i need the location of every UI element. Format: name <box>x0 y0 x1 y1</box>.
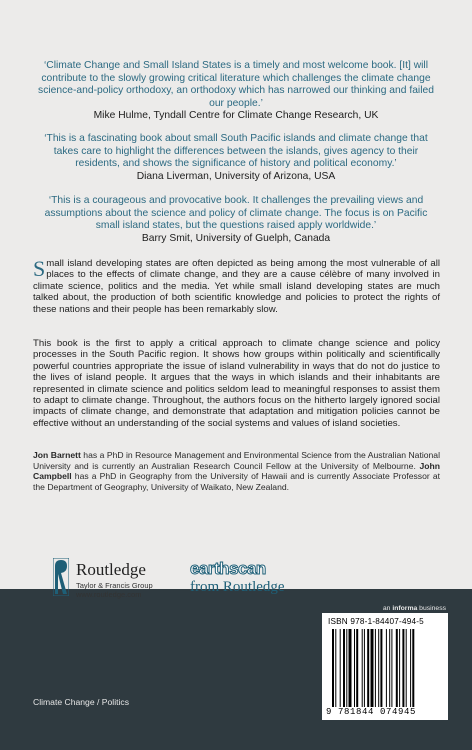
earthscan-wordmark: earthscan <box>190 559 266 578</box>
barcode-bar <box>364 629 365 707</box>
barcode-bar <box>346 629 347 707</box>
author-bio-2: has a PhD in Geography from the University of Hawaii and is currently Associate Professor at the Department of Geography, University of Waikato, New Zealand. <box>33 471 440 492</box>
quote-attribution: Barry Smit, University of Guelph, Canada <box>141 232 331 244</box>
barcode-bar <box>332 629 334 707</box>
quote-text: ‘This is a fascinating book about small South Pacific islands and climate change that takes care to highlight the differences between the islands, gives agency to their residents, and shows the significance of history and political economy.’ <box>44 133 428 170</box>
endorsement-quote-2 <box>38 133 434 183</box>
quote-attribution: Diana Liverman, University of Arizona, USA <box>136 170 336 182</box>
publisher-logos <box>0 548 472 598</box>
barcode-bar <box>371 629 374 707</box>
barcode-bar <box>362 629 363 707</box>
barcode-bar <box>349 629 352 707</box>
author-name-2: John Campbell <box>33 460 440 482</box>
barcode-bar <box>396 629 398 707</box>
barcode-bar <box>356 629 358 707</box>
barcode-bar <box>412 629 414 707</box>
routledge-logo-icon <box>53 558 69 596</box>
informa-business-label: an informa business <box>382 605 446 612</box>
barcode-bar <box>340 629 341 707</box>
author-bio-1: has a PhD in Resource Management and Environmental Science from the Australian National University and is currently an Australian Research Council Fellow at the University of Melbourne. <box>33 450 440 471</box>
barcode-bar <box>343 629 345 707</box>
quote-text: ‘Climate Change and Small Island States is a timely and most welcome book. [It] will contribute to the slowly growing critical literature which challenges the climate change science-and-policy orthodoxy, an orthodoxy which has narrowed our thinking and failed our people.’ <box>38 60 434 109</box>
quote-text: ‘This is a courageous and provocative book. It challenges the prevailing views and assumptions about the science and policy of climate change. The focus is on Pacific small island states, but the questions raised apply worldwide.’ <box>44 195 428 232</box>
barcode-bar <box>367 629 369 707</box>
subject-category: Climate Change / Politics <box>33 697 130 707</box>
description-paragraph-1 <box>33 258 440 315</box>
barcode-bar <box>402 629 404 707</box>
earthscan-logo <box>190 559 296 597</box>
barcode-bar <box>335 629 336 707</box>
barcode-icon <box>330 629 440 707</box>
paragraph-text: mall island developing states are often depicted as being among the most vulnerable of all places to the effects of climate change, and they are a cause célèbre of many involved in climate science, politics and the media. Yet while small island developing states are much talked about, the production of both scientific knowledge and policies to protect the rights of these nations and their people has been remarkably slow. <box>33 258 440 315</box>
barcode-bar <box>391 629 392 707</box>
drop-cap: S <box>33 256 46 281</box>
isbn-barcode <box>322 613 448 720</box>
routledge-group: Taylor & Francis Group <box>76 581 153 590</box>
barcode-bar <box>386 629 387 707</box>
barcode-bar <box>378 629 379 707</box>
barcode-bar <box>399 629 400 707</box>
description-paragraph-2: This book is the first to apply a critical approach to climate change science and policy processes in the South Pacific region. It shows how groups within politically and scientifically powerful countries appropriate the issue of island vulnerability in ways that do not do justice to the lives of island people. It argues that the ways in which islands and their inhabitants are represented in climate science and politics seldom lead to meaningful responses to assist them to adapt to climate change. Throughout, the authors focus on the hitherto largely ignored social impacts of climate change, and demonstrate that adaptation and mitigation policies cannot be effective without an understanding of the social systems and values of island societies. <box>33 338 440 429</box>
barcode-bar <box>380 629 382 707</box>
barcode-bar <box>410 629 411 707</box>
endorsement-quote-1 <box>38 60 434 123</box>
isbn-label: ISBN 978-1-84407-494-5 <box>328 617 424 626</box>
barcode-bar <box>375 629 376 707</box>
quote-attribution: Mike Hulme, Tyndall Centre for Climate Change Research, UK <box>93 110 379 122</box>
author-bio <box>33 450 440 492</box>
barcode-bar <box>354 629 355 707</box>
barcode-digits: 9 781844 074945 <box>326 707 417 717</box>
barcode-bar <box>406 629 407 707</box>
routledge-name: Routledge <box>76 560 146 579</box>
earthscan-subline: from Routledge <box>190 579 285 595</box>
routledge-url: www.routledge.com <box>76 590 142 599</box>
endorsement-quote-3 <box>38 195 434 245</box>
barcode-bar <box>389 629 390 707</box>
author-name-1: Jon Barnett <box>33 450 81 460</box>
